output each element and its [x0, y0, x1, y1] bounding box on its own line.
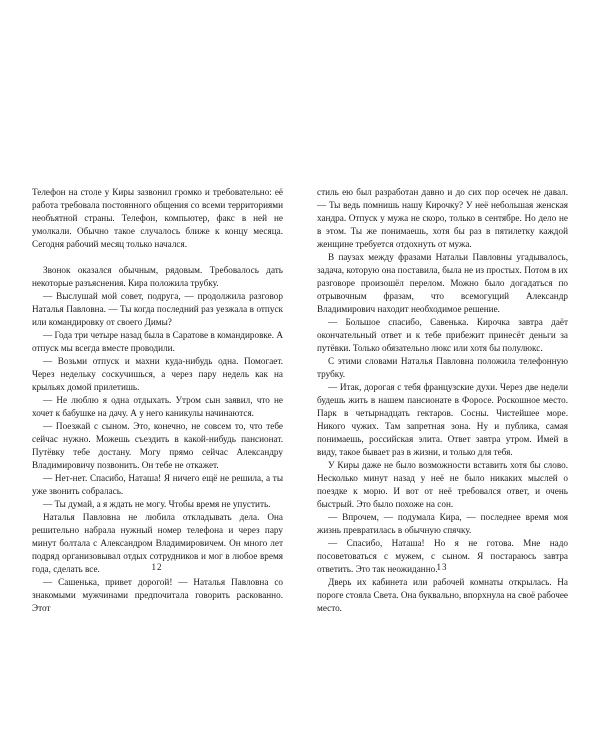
- page-number-left: 12: [151, 562, 163, 572]
- paragraph: — Спасибо, Наташа! Но я не готова. Мне надо посоветоваться с мужем, с сыном. Я постараюсь завтра ответить. Это так неожиданно.: [317, 538, 568, 574]
- page-number-right: 13: [436, 562, 448, 572]
- paragraph: — Поезжай с сыном. Это, конечно, не совсем то, что тебе сейчас нужно. Можешь съездить в какой-нибудь пансионат. Путёвку тебе достану. Могу прямо сейчас Александру Владимировичу позвонить. Он тебе не откажет.: [32, 421, 283, 470]
- paragraph: Звонок оказался обычным, рядовым. Требовалось дать некоторые разъяснения. Кира положила трубку.: [32, 265, 283, 288]
- paragraph: — Года три четыре назад была в Саратове в командировке. А отпуск мы всегда вместе проводили.: [32, 330, 283, 353]
- paragraph: Дверь их кабинета или рабочей комнаты открылась. На пороге стояла Света. Она буквально, впорхнула на своё рабочее место.: [317, 577, 568, 613]
- paragraph: — Впрочем, — подумала Кира, — последнее время моя жизнь превратилась в обычную спячку.: [317, 512, 568, 535]
- paragraph: — Нет-нет. Спасибо, Наташа! Я ничего ещё не решила, а ты уже звонить собралась.: [32, 473, 283, 496]
- paragraph: В паузах между фразами Натальи Павловны угадывалось, задача, которую она поставила, была не из простых. Потом в их разговоре произошёл перелом. Можно было догадаться по отрывочным фразам, что всемогущий Александр Владимирович находит необходимое решение.: [317, 252, 568, 314]
- paragraph: — Возьми отпуск и махни куда-нибудь одна. Помогает. Через недельку соскучишься, а через пару недель как на крыльях домой прилетишь.: [32, 356, 283, 392]
- paragraph: — Сашенька, привет дорогой! — Наталья Павловна со знакомыми мужчинами предпочитала говорить раскованно. Этот: [32, 577, 283, 613]
- paragraph: С этими словами Наталья Павловна положила телефонную трубку.: [317, 356, 568, 379]
- paragraph: У Киры даже не было возможности вставить хотя бы слово. Несколько минут назад у неё не было никаких мыслей о поездке к морю. И вот от неё требовался ответ, и очень быстрый. Это было похоже на сон.: [317, 460, 568, 509]
- paragraph: — Большое спасибо, Савенька. Кирочка завтра даёт окончательный ответ и к тебе прибежит принесёт деньги за путёвки. Только обязательно люкс или хотя бы полулюкс.: [317, 317, 568, 353]
- paragraph: — Не люблю я одна отдыхать. Утром сын заявил, что не хочет к бабушке на дачу. А у него каникулы начинаются.: [32, 395, 283, 418]
- paragraph: Телефон на столе у Киры зазвонил громко и требовательно: её работа требовала постоянного общения со всеми территориями необъятной страны. Телефон, компьютер, факс в ней не умолкали. Обычно такое случалось ближе к концу месяца. Сегодня рабочий месяц только начался.: [32, 187, 283, 249]
- paragraph: — Ты думай, а я ждать не могу. Чтобы время не упустить.: [43, 499, 271, 509]
- paragraph: Наталья Павловна не любила откладывать дела. Она решительно набрала нужный номер телефона и через пару минут болтала с Александром Владимировичем. Он много лет подряд организовывал отдых сотрудников и мог в любое время года, сделать все.: [32, 512, 283, 574]
- paragraph: — Итак, дорогая с тебя французские духи. Через две недели будешь жить в нашем пансионате в Форосе. Роскошное место. Парк в четырнадцать гектаров. Сосны. Чистейшее море. Никого чужих. Там запретная зона. Ну и публика, самая понимаешь, российская элита. Ответ завтра утром. Имей в виду, такое бывает раз в жизни, и только для тебя.: [317, 382, 568, 457]
- paragraph: стиль ею был разработан давно и до сих пор осечек не давал. — Ты ведь помнишь нашу Кирочку? У неё небольшая женская хандра. Отпуск у мужа не скоро, только в сентябре. Но дело не в этом. Ты же понимаешь, хотя бы раз в пятилетку каждой женщине требуется отдохнуть от мужа.: [317, 187, 568, 249]
- paragraph: — Выслушай мой совет, подруга, — продолжила разговор Наталья Павловна. — Ты когда последний раз уезжала в отпуск или командировку от своего Димы?: [32, 291, 283, 327]
